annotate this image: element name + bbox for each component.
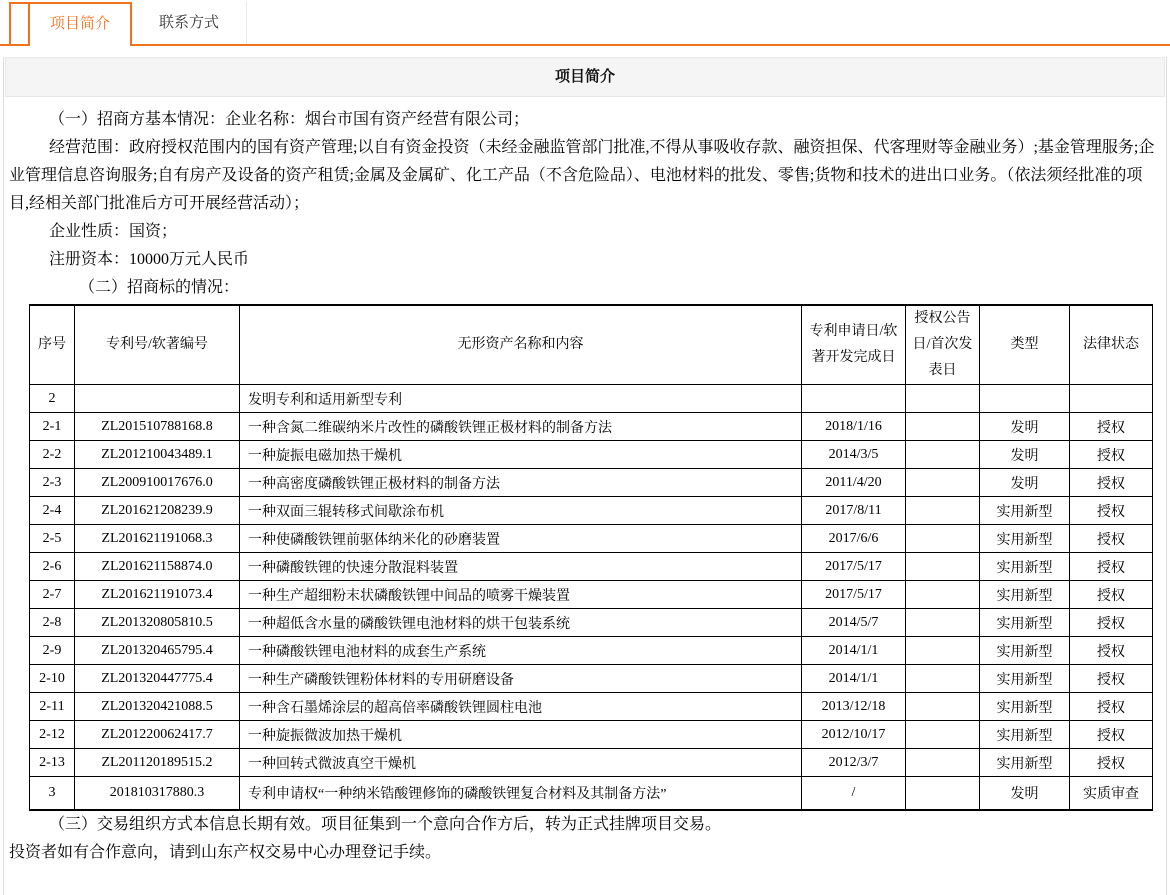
table-cell-no: 3	[30, 777, 75, 810]
table-cell-type: 实用新型	[980, 609, 1070, 637]
table-cell-name: 一种双面三辊转移式间歇涂布机	[240, 497, 802, 525]
table-cell-apply-date: 2017/6/6	[802, 525, 906, 553]
table-cell-status: 授权	[1070, 525, 1153, 553]
table-cell-publish-date	[906, 497, 980, 525]
table-cell-name: 一种超低含水量的磷酸铁锂电池材料的烘干包装系统	[240, 609, 802, 637]
patent-table-body	[30, 385, 1153, 810]
table-header-cell: 序号	[30, 305, 75, 385]
table-cell-patent: ZL200910017676.0	[75, 469, 240, 497]
table-cell-status: 授权	[1070, 665, 1153, 693]
table-row	[30, 469, 1153, 497]
table-cell-status: 授权	[1070, 413, 1153, 441]
table-row	[30, 609, 1153, 637]
table-row	[30, 637, 1153, 665]
table-cell-no: 2	[30, 385, 75, 413]
table-cell-publish-date	[906, 609, 980, 637]
table-cell-no: 2-2	[30, 441, 75, 469]
table-row	[30, 665, 1153, 693]
table-cell-status: 授权	[1070, 609, 1153, 637]
table-cell-apply-date: 2011/4/20	[802, 469, 906, 497]
table-cell-apply-date: 2017/5/17	[802, 581, 906, 609]
table-cell-name: 一种旋振电磁加热干燥机	[240, 441, 802, 469]
table-cell-publish-date	[906, 525, 980, 553]
table-cell-apply-date: 2017/5/17	[802, 553, 906, 581]
table-cell-apply-date: 2014/1/1	[802, 637, 906, 665]
table-cell-type: 实用新型	[980, 525, 1070, 553]
table-cell-apply-date: 2012/10/17	[802, 721, 906, 749]
table-cell-publish-date	[906, 553, 980, 581]
table-cell-name: 发明专利和适用新型专利	[240, 385, 802, 413]
table-cell-name: 一种磷酸铁锂电池材料的成套生产系统	[240, 637, 802, 665]
table-cell-type: 实用新型	[980, 553, 1070, 581]
table-cell-publish-date	[906, 749, 980, 777]
paragraph-company-nature: 企业性质：国资；	[49, 223, 178, 240]
table-header-cell: 类型	[980, 305, 1070, 385]
table-cell-patent: ZL201220062417.7	[75, 721, 240, 749]
table-cell-apply-date: 2014/5/7	[802, 609, 906, 637]
table-cell-patent: ZL201621191073.4	[75, 581, 240, 609]
table-cell-type: 实用新型	[980, 497, 1070, 525]
table-header-row	[30, 305, 1153, 385]
table-cell-apply-date: 2017/8/11	[802, 497, 906, 525]
table-cell-status: 授权	[1070, 553, 1153, 581]
table-cell-type: 发明	[980, 469, 1070, 497]
tab-contact-info[interactable]: 联系方式	[132, 2, 247, 44]
table-cell-publish-date	[906, 777, 980, 810]
table-cell-publish-date	[906, 665, 980, 693]
table-cell-patent: ZL201621208239.9	[75, 497, 240, 525]
table-cell-apply-date: 2013/12/18	[802, 693, 906, 721]
table-cell-type: 实用新型	[980, 749, 1070, 777]
table-cell-name: 一种旋振微波加热干燥机	[240, 721, 802, 749]
table-cell-apply-date: /	[802, 777, 906, 810]
table-cell-no: 2-5	[30, 525, 75, 553]
table-cell-publish-date	[906, 693, 980, 721]
table-cell-no: 2-9	[30, 637, 75, 665]
table-cell-publish-date	[906, 441, 980, 469]
table-cell-name: 一种含石墨烯涂层的超高倍率磷酸铁锂圆柱电池	[240, 693, 802, 721]
paragraph-business-scope: 经营范围：政府授权范围内的国有资产管理;以自有资金投资（未经金融监管部门批准,不得从事吸收存款、融资担保、代客理财等金融业务）;基金管理服务;企业管理信息咨询服务;自有房产及设备的资产租赁;金属及金属矿、化工产品（不含危险品）、电池材料的批发、零售;货物和技术的进出口业务。（依法须经批准的项目,经相关部门批准后方可开展经营活动）；	[9, 139, 1155, 212]
table-row	[30, 749, 1153, 777]
table-cell-name: 一种生产超细粉末状磷酸铁锂中间品的喷雾干燥装置	[240, 581, 802, 609]
table-cell-type: 实用新型	[980, 693, 1070, 721]
table-cell-status: 授权	[1070, 749, 1153, 777]
table-row	[30, 525, 1153, 553]
table-cell-patent: ZL201210043489.1	[75, 441, 240, 469]
table-row	[30, 553, 1153, 581]
table-cell-no: 2-10	[30, 665, 75, 693]
table-cell-status: 授权	[1070, 721, 1153, 749]
table-cell-name: 一种高密度磷酸铁锂正极材料的制备方法	[240, 469, 802, 497]
table-row	[30, 413, 1153, 441]
table-cell-publish-date	[906, 385, 980, 413]
table-cell-patent: ZL201621191068.3	[75, 525, 240, 553]
table-cell-name: 专利申请权“一种纳米锆酸锂修饰的磷酸铁锂复合材料及其制备方法”	[240, 777, 802, 810]
table-cell-type: 实用新型	[980, 665, 1070, 693]
table-cell-publish-date	[906, 581, 980, 609]
table-cell-apply-date: 2018/1/16	[802, 413, 906, 441]
table-cell-name: 一种使磷酸铁锂前驱体纳米化的砂磨装置	[240, 525, 802, 553]
table-row	[30, 441, 1153, 469]
paragraph-company-basic: （一）招商方基本情况：企业名称：烟台市国有资产经营有限公司；	[49, 111, 530, 128]
table-cell-no: 2-8	[30, 609, 75, 637]
table-cell-no: 2-12	[30, 721, 75, 749]
table-cell-status: 授权	[1070, 581, 1153, 609]
table-cell-patent	[75, 385, 240, 413]
paragraph-investor-note: 投资者如有合作意向，请到山东产权交易中心办理登记手续。	[9, 843, 442, 861]
table-cell-type: 实用新型	[980, 637, 1070, 665]
table-cell-publish-date	[906, 469, 980, 497]
table-row	[30, 693, 1153, 721]
table-cell-status: 授权	[1070, 637, 1153, 665]
table-cell-publish-date	[906, 413, 980, 441]
table-cell-name: 一种磷酸铁锂的快速分散混料装置	[240, 553, 802, 581]
table-cell-status: 授权	[1070, 469, 1153, 497]
table-cell-type: 发明	[980, 777, 1070, 810]
table-row	[30, 721, 1153, 749]
table-cell-status	[1070, 385, 1153, 413]
table-header-cell: 授权公告日/首次发表日	[906, 305, 980, 385]
table-row	[30, 581, 1153, 609]
table-cell-apply-date: 2012/3/7	[802, 749, 906, 777]
table-cell-type	[980, 385, 1070, 413]
table-cell-type: 发明	[980, 413, 1070, 441]
table-cell-patent: ZL201120189515.2	[75, 749, 240, 777]
paragraph-trade-method: （三）交易组织方式本信息长期有效。项目征集到一个意向合作方后，转为正式挂牌项目交易。	[49, 815, 722, 833]
table-cell-type: 实用新型	[980, 581, 1070, 609]
section-title-bar: 项目简介	[5, 57, 1165, 97]
content-panel	[3, 57, 1167, 895]
table-cell-apply-date: 2014/3/5	[802, 441, 906, 469]
table-row	[30, 385, 1153, 413]
table-cell-status: 实质审查	[1070, 777, 1153, 810]
table-cell-patent: ZL201320465795.4	[75, 637, 240, 665]
table-cell-patent: ZL201621158874.0	[75, 553, 240, 581]
table-cell-publish-date	[906, 721, 980, 749]
tab-project-intro[interactable]: 项目简介	[28, 2, 132, 46]
table-cell-apply-date	[802, 385, 906, 413]
paragraph-target-heading: （二）招商标的情况：	[79, 279, 240, 296]
table-cell-no: 2-3	[30, 469, 75, 497]
table-header-cell: 无形资产名称和内容	[240, 305, 802, 385]
table-cell-no: 2-4	[30, 497, 75, 525]
table-cell-name: 一种生产磷酸铁锂粉体材料的专用研磨设备	[240, 665, 802, 693]
table-cell-patent: ZL201510788168.8	[75, 413, 240, 441]
table-cell-patent: ZL201320805810.5	[75, 609, 240, 637]
table-cell-type: 发明	[980, 441, 1070, 469]
table-cell-apply-date: 2014/1/1	[802, 665, 906, 693]
paragraph-registered-capital: 注册资本：10000万元人民币	[49, 251, 250, 268]
table-cell-publish-date	[906, 637, 980, 665]
table-cell-status: 授权	[1070, 497, 1153, 525]
table-cell-name: 一种含氮二维碳纳米片改性的磷酸铁锂正极材料的制备方法	[240, 413, 802, 441]
table-cell-no: 2-7	[30, 581, 75, 609]
table-cell-name: 一种回转式微波真空干燥机	[240, 749, 802, 777]
table-cell-no: 2-11	[30, 693, 75, 721]
table-header-cell: 法律状态	[1070, 305, 1153, 385]
table-cell-no: 2-13	[30, 749, 75, 777]
table-cell-status: 授权	[1070, 441, 1153, 469]
patent-table-head	[30, 305, 1153, 385]
table-header-cell: 专利号/软著编号	[75, 305, 240, 385]
project-description	[4, 97, 1166, 867]
table-cell-patent: ZL201320421088.5	[75, 693, 240, 721]
table-cell-no: 2-6	[30, 553, 75, 581]
table-cell-status: 授权	[1070, 693, 1153, 721]
table-header-cell: 专利申请日/软著开发完成日	[802, 305, 906, 385]
table-cell-patent: ZL201320447775.4	[75, 665, 240, 693]
table-row	[30, 497, 1153, 525]
table-row	[30, 777, 1153, 810]
table-cell-type: 实用新型	[980, 721, 1070, 749]
tab-bar	[0, 0, 1170, 46]
patent-table	[29, 304, 1153, 811]
table-cell-patent: 201810317880.3	[75, 777, 240, 810]
table-cell-no: 2-1	[30, 413, 75, 441]
